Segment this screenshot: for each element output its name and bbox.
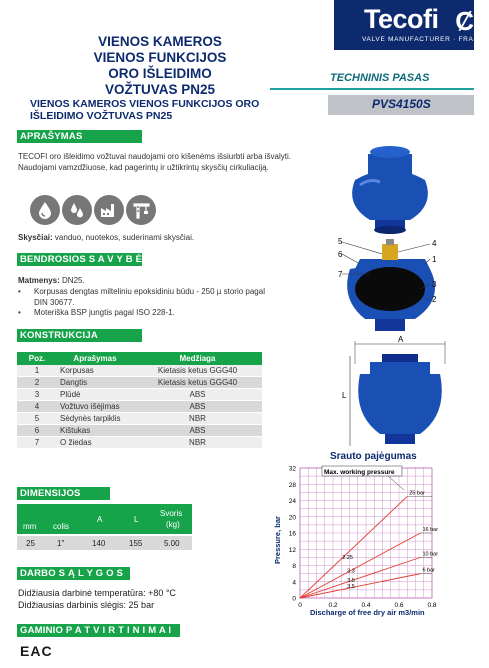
table-row: [17, 425, 262, 437]
technical-passport-label: TECHNINIS PASAS: [330, 72, 430, 84]
y-tick-label: 12: [288, 546, 296, 554]
valve-photo: [330, 140, 470, 240]
chart-annotation: Max. working pressure: [324, 469, 395, 476]
title-line: ORO IŠLEIDIMO: [108, 66, 212, 81]
series-value-label: 3.3: [347, 568, 355, 575]
main-title: [60, 34, 260, 98]
dim-header-weight-unit: (kg): [166, 520, 180, 529]
series-value-label: 3.5: [347, 583, 355, 590]
table-cell: Dangtis: [57, 377, 133, 389]
subtitle: VIENOS KAMEROS VIENOS FUNKCIJOS ORO IŠLEIDIMO VOŽTUVAS PN25: [30, 98, 260, 122]
section-header-conditions: DARBO S Ą L Y G O S: [17, 567, 130, 580]
dim-label-l: L: [342, 391, 347, 400]
chart-ylabel: Pressure, bar: [273, 516, 282, 564]
table-row: [17, 377, 262, 389]
section-header-description: APRAŠYMAS: [17, 130, 142, 143]
table-row: [17, 437, 262, 449]
series-name-label: 16 bar: [422, 527, 439, 533]
dim-cell: 1": [57, 539, 65, 548]
header-divider: [270, 88, 474, 90]
table-row: [17, 413, 262, 425]
chart-xlabel: Discharge of free dry air m3/min: [310, 608, 425, 617]
dim-cell: 25: [26, 539, 35, 548]
y-tick-label: 24: [288, 498, 296, 505]
y-tick-label: 32: [288, 465, 296, 473]
dimension-drawing: [330, 334, 470, 454]
dim-cell: 5.00: [164, 539, 180, 548]
callout-3: 3: [432, 280, 437, 289]
title-line: VOŽTUVAS PN25: [104, 82, 216, 97]
series-value-label: 3.5: [347, 577, 355, 584]
table-cell: ABS: [133, 389, 262, 401]
dim-header-weight: Svoris: [160, 509, 183, 518]
logo-tagline: VALVE MANUFACTURER · FRANCE: [362, 36, 489, 43]
cross-section-diagram: [330, 234, 470, 334]
table-cell: ABS: [133, 425, 262, 437]
flow-chart: [270, 462, 470, 620]
table-cell: Plūdė: [57, 389, 133, 401]
section-header-construction: KONSTRUKCIJA: [17, 329, 142, 342]
table-cell: ABS: [133, 401, 262, 413]
general-dimension-line: [18, 276, 278, 287]
y-tick-label: 28: [288, 481, 296, 489]
section-header-general: BENDROSIOS S A V Y B Ė S: [17, 253, 142, 266]
y-tick-label: 4: [292, 579, 296, 587]
dim-header-mm: mm: [23, 522, 37, 531]
condition-temperature: Didžiausia darbinė temperatūra: +80 °C: [18, 588, 176, 598]
table-cell: Sėdynės tarpiklis: [57, 413, 133, 425]
bullet-text: Korpusas dengtas milteliniu epoksidiniu būdu - 250 µ storio pagal DIN 30677.: [34, 287, 265, 307]
oil-drop-icon: [62, 195, 92, 225]
description-text: TECOFI oro išleidimo vožtuvai naudojami oro kišenėms išsiurbti arba išvalyti. Naudojami vamzdžiuose, kad pagerintų ir užtikrintų skysčių cirkuliaciją.: [18, 152, 291, 172]
fluids-line: [18, 233, 298, 244]
tecofi-logo: [334, 0, 489, 50]
callout-6: 6: [338, 250, 343, 259]
x-tick-label: 0.4: [361, 602, 371, 609]
callout-4: 4: [432, 239, 437, 248]
table-cell: Kietasis ketus GGG40: [133, 365, 262, 377]
construction-table: [17, 352, 262, 449]
series-name-label: 6 bar: [422, 567, 435, 574]
bullet-text: Moteriška BSP jungtis pagal ISO 228-1.: [34, 308, 175, 317]
table-cell: 2: [17, 377, 57, 389]
callout-1: 1: [432, 255, 437, 264]
section-header-dimensions: DIMENSIJOS: [17, 487, 110, 500]
y-tick-label: 16: [288, 530, 296, 538]
table-row: [17, 389, 262, 401]
table-cell: NBR: [133, 413, 262, 425]
y-tick-label: 8: [292, 563, 296, 570]
series-name-label: 25 bar: [409, 490, 425, 497]
logo-brand: Tecofi: [364, 4, 439, 34]
table-cell: NBR: [133, 437, 262, 449]
table-cell: 5: [17, 413, 57, 425]
table-cell: 3: [17, 389, 57, 401]
table-header-row: [17, 352, 262, 365]
series-name-label: 10 bar: [422, 551, 439, 558]
y-tick-label: 0: [292, 595, 296, 603]
table-cell: Kištukas: [57, 425, 133, 437]
dim-cell: 140: [92, 539, 106, 548]
section-header-approvals: GAMINIO P A T V I R T I N I M A I: [17, 624, 180, 637]
dimension-label: Matmenys:: [18, 276, 60, 285]
dim-header-l: L: [134, 515, 139, 524]
col-header: Poz.: [17, 352, 57, 365]
table-row: [17, 401, 262, 413]
dim-label-a: A: [398, 335, 404, 344]
bullet-item: • Moteriška BSP jungtis pagal ISO 228-1.: [18, 308, 175, 317]
table-cell: 4: [17, 401, 57, 413]
table-row: [17, 365, 262, 377]
dimension-value: DN25.: [59, 276, 85, 285]
col-header: Medžiaga: [133, 352, 262, 365]
x-tick-label: 0: [298, 602, 302, 609]
fluids-value: vanduo, nuotekos, suderinami skysčiai.: [52, 233, 195, 242]
dimensions-header: [17, 504, 192, 534]
factory-icon: [94, 195, 124, 225]
callout-7: 7: [338, 270, 343, 279]
dim-cell: 155: [129, 539, 143, 548]
dim-header-a: A: [97, 515, 103, 524]
dimensions-row: [17, 536, 192, 550]
water-drop-icon: [30, 195, 60, 225]
bullet-item: • Korpusas dengtas milteliniu epoksidiniu būdu - 250 µ storio pagal DIN 30677.: [18, 287, 268, 308]
series-value-label: 2.25: [342, 554, 353, 561]
general-bullets: [18, 287, 268, 319]
title-line: VIENOS FUNKCIJOS: [93, 50, 227, 65]
table-cell: O žiedas: [57, 437, 133, 449]
x-tick-label: 0.2: [328, 602, 338, 609]
x-tick-label: 0.8: [427, 602, 437, 609]
table-cell: 6: [17, 425, 57, 437]
fluids-label: Skysčiai:: [18, 233, 53, 242]
crane-icon: [126, 195, 156, 225]
table-cell: Korpusas: [57, 365, 133, 377]
condition-pressure: Didžiausias darbinis slėgis: 25 bar: [18, 600, 155, 610]
callout-2: 2: [432, 295, 437, 304]
product-code: PVS4150S: [372, 97, 431, 111]
eac-mark-icon: EAC: [20, 643, 53, 659]
chart-grid: [300, 468, 432, 598]
table-cell: 1: [17, 365, 57, 377]
table-cell: Kietasis ketus GGG40: [133, 377, 262, 389]
logo-mark-icon: Ȼ: [455, 6, 474, 36]
table-cell: Vožtuvo išėjimas: [57, 401, 133, 413]
x-tick-label: 0.6: [394, 602, 404, 609]
title-line: VIENOS KAMEROS: [98, 34, 222, 49]
callout-5: 5: [338, 237, 343, 246]
col-header: Aprašymas: [57, 352, 133, 365]
y-tick-label: 20: [288, 514, 296, 522]
dim-header-inch: colis: [53, 522, 70, 531]
table-cell: 7: [17, 437, 57, 449]
chart-title: Srauto pajėgumas: [330, 451, 417, 462]
